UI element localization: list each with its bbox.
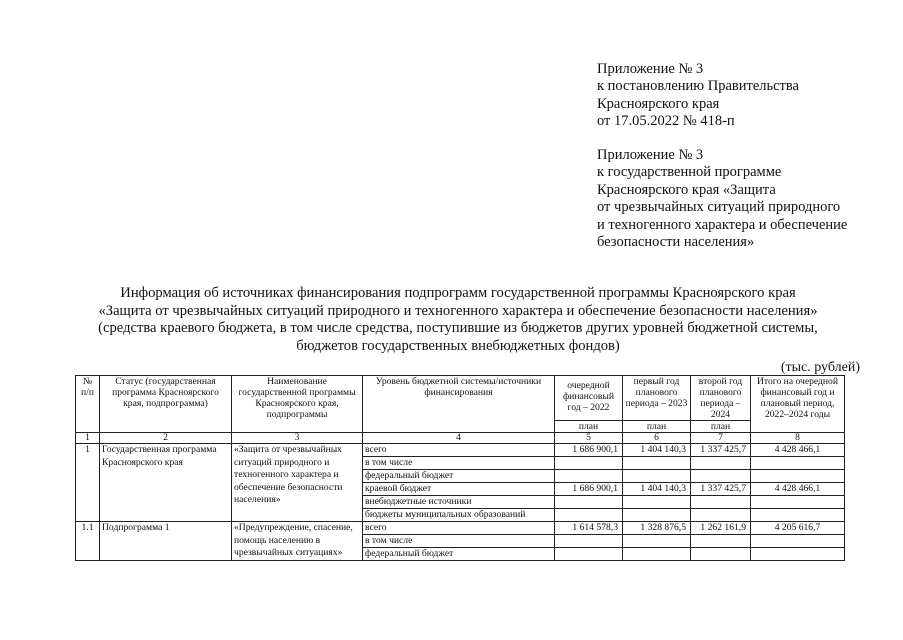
header-2024: второй год планового периода – 2024 (691, 376, 751, 421)
annex-line: к государственной программе (597, 164, 782, 181)
financing-table (75, 375, 845, 561)
value-total (751, 509, 845, 522)
value-2022 (555, 457, 623, 470)
value-2022 (555, 509, 623, 522)
col-number: 7 (691, 433, 751, 444)
annex-block-program (597, 147, 847, 251)
col-number: 6 (623, 433, 691, 444)
annex-line: к постановлению Правительства (597, 78, 799, 95)
table-row (76, 444, 845, 457)
value-2023 (623, 457, 691, 470)
value-2024 (691, 470, 751, 483)
value-total: 4 205 616,7 (751, 522, 845, 535)
heading-line: (средства краевого бюджета, в том числе средства, поступившие из бюджетов других уровней бюджетной системы, (98, 320, 818, 337)
annex-line: Приложение № 3 (597, 61, 704, 77)
row-level: в том числе (363, 457, 555, 470)
heading-line: бюджетов государственных внебюджетных фондов) (296, 337, 620, 354)
header-plan: план (691, 421, 751, 433)
row-level: всего (363, 522, 555, 535)
row-num: 1.1 (76, 522, 100, 561)
row-status: Государственная программа Красноярского края (100, 444, 232, 522)
value-2022: 1 686 900,1 (555, 483, 623, 496)
row-name: «Предупреждение, спасение, помощь населению в чрезвычайных ситуациях» (232, 522, 363, 561)
value-2023 (623, 548, 691, 561)
value-2024 (691, 496, 751, 509)
row-level: федеральный бюджет (363, 548, 555, 561)
header-2022: очередной финансовый год – 2022 (555, 376, 623, 421)
value-total (751, 457, 845, 470)
annex-block-resolution (597, 61, 799, 131)
row-num: 1 (76, 444, 100, 522)
header-name: Наименование государственной программы Красноярского края, подпрограммы (232, 376, 363, 433)
value-2024: 1 337 425,7 (691, 444, 751, 457)
heading-line: Информация об источниках финансирования подпрограмм государственной программы Красноярского края (120, 285, 796, 301)
value-2023: 1 404 140,3 (623, 483, 691, 496)
heading-line: «Защита от чрезвычайных ситуаций природного и техногенного характера и обеспечение безопасности населения» (98, 302, 818, 319)
value-2024 (691, 509, 751, 522)
value-2022 (555, 535, 623, 548)
annex-line: безопасности населения» (597, 234, 755, 251)
value-2024 (691, 457, 751, 470)
col-number: 3 (232, 433, 363, 444)
header-status: Статус (государственная программа Красноярского края, подпрограмма) (100, 376, 232, 433)
header-total: Итого на очередной финансовый год и плановый период, 2022–2024 годы (751, 376, 845, 433)
annex-line: Приложение № 3 (597, 147, 704, 163)
value-2023 (623, 509, 691, 522)
col-number: 8 (751, 433, 845, 444)
value-total (751, 470, 845, 483)
value-total (751, 496, 845, 509)
header-level: Уровень бюджетной системы/источники финансирования (363, 376, 555, 433)
row-name: «Защита от чрезвычайных ситуаций природного и техногенного характера и обеспечение безопасности населения» (232, 444, 363, 522)
row-level: в том числе (363, 535, 555, 548)
annex-line: Красноярского края «Защита (597, 181, 776, 198)
col-number: 5 (555, 433, 623, 444)
value-2022: 1 686 900,1 (555, 444, 623, 457)
annex-line: Красноярского края (597, 95, 720, 112)
value-2024 (691, 548, 751, 561)
units-label: (тыс. рублей) (780, 360, 860, 375)
annex-line: от чрезвычайных ситуаций природного (597, 199, 841, 216)
value-2022: 1 614 578,3 (555, 522, 623, 535)
col-number: 4 (363, 433, 555, 444)
header-plan: план (555, 421, 623, 433)
value-2023: 1 404 140,3 (623, 444, 691, 457)
row-status: Подпрограмма 1 (100, 522, 232, 561)
value-total (751, 535, 845, 548)
document-heading (70, 285, 846, 355)
value-2024: 1 262 161,9 (691, 522, 751, 535)
table-row (76, 522, 845, 535)
value-2024: 1 337 425,7 (691, 483, 751, 496)
value-total (751, 548, 845, 561)
row-level: краевой бюджет (363, 483, 555, 496)
value-2023 (623, 535, 691, 548)
value-2022 (555, 548, 623, 561)
value-2022 (555, 470, 623, 483)
row-level: федеральный бюджет (363, 470, 555, 483)
value-total: 4 428 466,1 (751, 483, 845, 496)
col-number: 2 (100, 433, 232, 444)
value-2023 (623, 470, 691, 483)
value-2024 (691, 535, 751, 548)
row-level: внебюджетные источники (363, 496, 555, 509)
value-2023 (623, 496, 691, 509)
row-level: всего (363, 444, 555, 457)
row-level: бюджеты муниципальных образований (363, 509, 555, 522)
value-2023: 1 328 876,5 (623, 522, 691, 535)
header-num: № п/п (76, 376, 100, 433)
value-2022 (555, 496, 623, 509)
annex-line: от 17.05.2022 № 418-п (597, 113, 735, 130)
value-total: 4 428 466,1 (751, 444, 845, 457)
col-number: 1 (76, 433, 100, 444)
header-plan: план (623, 421, 691, 433)
header-2023: первый год планового периода – 2023 (623, 376, 691, 421)
annex-line: и техногенного характера и обеспечение (597, 216, 848, 233)
